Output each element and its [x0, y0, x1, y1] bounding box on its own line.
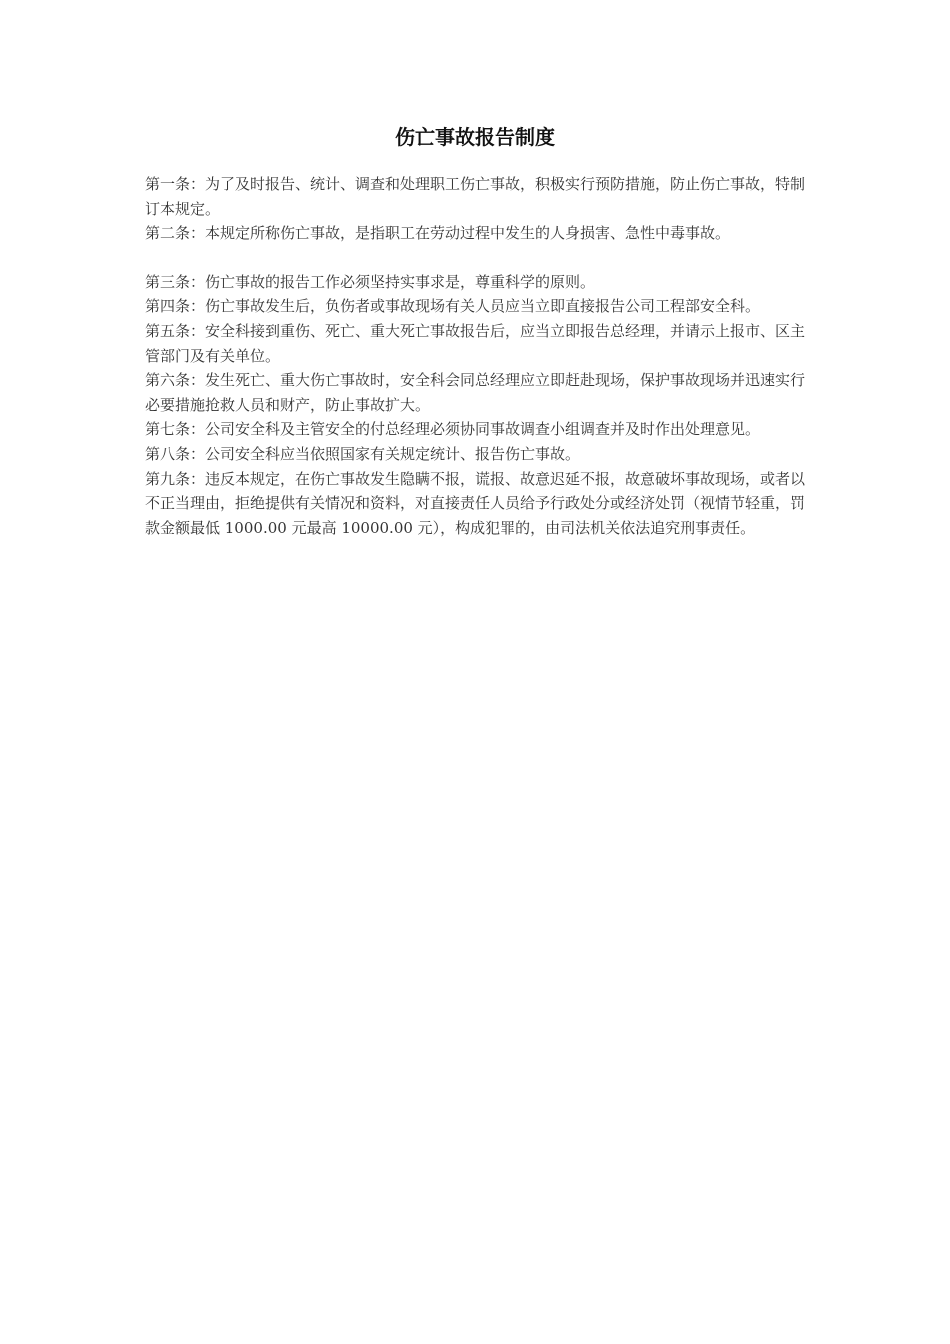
article-7: 第七条：公司安全科及主管安全的付总经理必须协同事故调查小组调查并及时作出处理意见。 — [145, 420, 761, 439]
article-6: 第六条：发生死亡、重大伤亡事故时，安全科会同总经理应立即赶赴现场，保护事故现场并迅速实行必要措施抢救人员和财产，防止事故扩大。 — [145, 371, 806, 414]
article-5: 第五条：安全科接到重伤、死亡、重大死亡事故报告后，应当立即报告总经理，并请示上报市、区主管部门及有关单位。 — [145, 321, 806, 365]
article-8: 第八条：公司安全科应当依照国家有关规定统计、报告伤亡事故。 — [145, 444, 581, 463]
article-1: 第一条：为了及时报告、统计、调查和处理职工伤亡事故，积极实行预防措施，防止伤亡事故，特制订本规定。 — [145, 175, 806, 218]
article-4: 第四条：伤亡事故发生后，负伤者或事故现场有关人员应当立即直接报告公司工程部安全科。 — [145, 297, 761, 316]
document-title: 伤亡事故报告制度 — [395, 125, 555, 149]
article-9: 第九条：违反本规定，在伤亡事故发生隐瞒不报，谎报、故意迟延不报，故意破坏事故现场，或者以不正当理由，拒绝提供有关情况和资料，对直接责任人员给予行政处分或经济处罚（视情节轻重，罚款金额最低 1000.00 元最高 10000.00 元），构成犯罪的，由司法机关依法追究刑事责任。 — [145, 469, 806, 537]
document-body — [145, 172, 805, 540]
article-3: 第三条：伤亡事故的报告工作必须坚持实事求是，尊重科学的原则。 — [145, 272, 596, 291]
article-2: 第二条：本规定所称伤亡事故，是指职工在劳动过程中发生的人身损害、急性中毒事故。 — [145, 224, 731, 243]
